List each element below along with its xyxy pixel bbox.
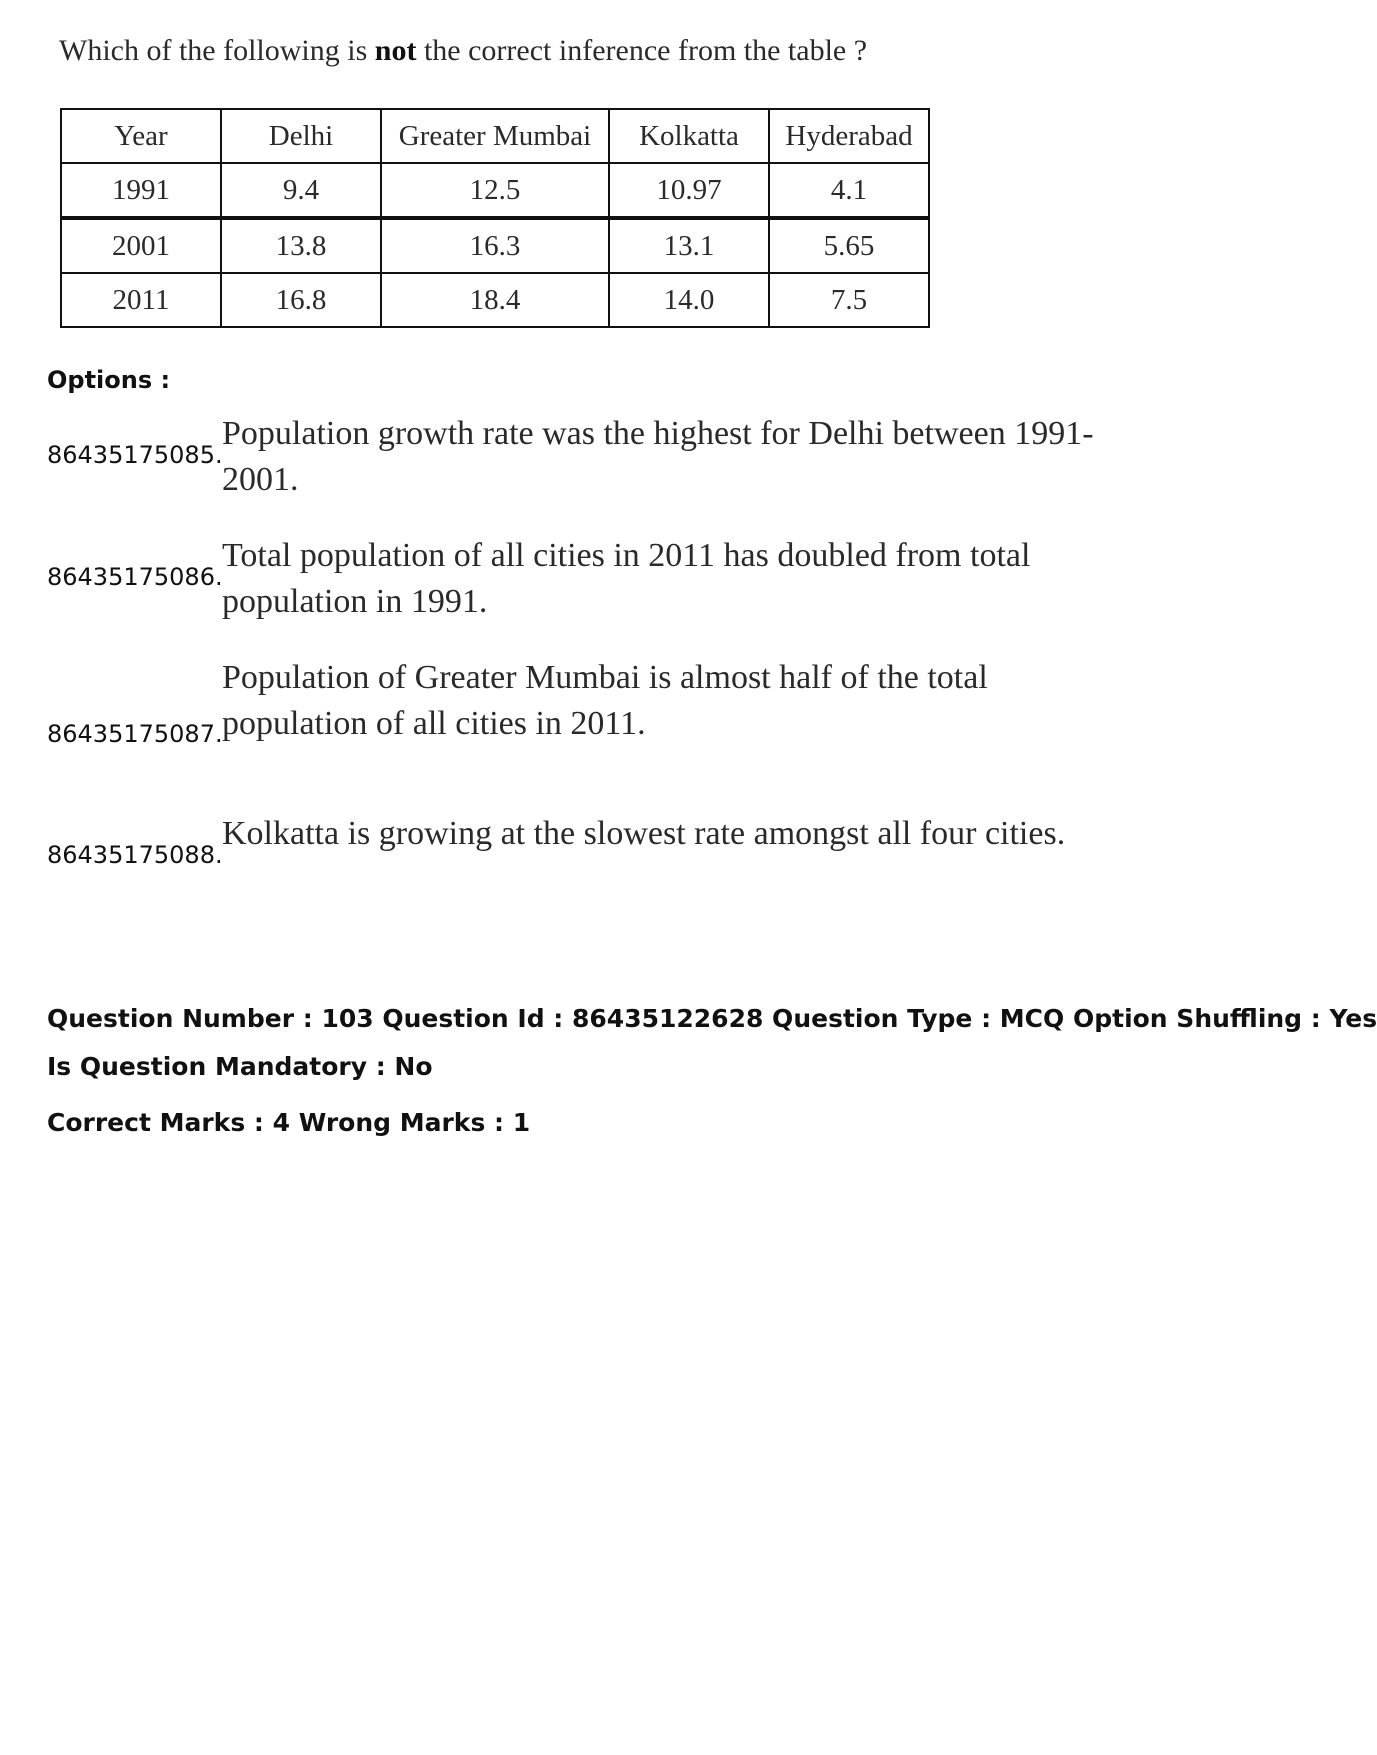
table-cell: 9.4 bbox=[221, 163, 381, 218]
question-meta-line-2: Is Question Mandatory : No bbox=[47, 1052, 433, 1081]
option-text-3: Population of Greater Mumbai is almost half of the total population of all cities in 2011. bbox=[222, 659, 988, 742]
question-text bbox=[59, 34, 867, 68]
table-cell: 7.5 bbox=[769, 273, 929, 327]
question-text-after: the correct inference from the table ? bbox=[416, 34, 868, 67]
table-row bbox=[61, 163, 929, 218]
table-cell: 13.1 bbox=[609, 218, 769, 273]
table-cell: 16.3 bbox=[381, 218, 609, 273]
table-row bbox=[61, 218, 929, 273]
options-label: Options : bbox=[47, 366, 171, 394]
population-table bbox=[60, 108, 930, 328]
option-id-1: 86435175085. bbox=[47, 441, 223, 469]
table-header-row bbox=[61, 109, 929, 163]
header-greater-mumbai: Greater Mumbai bbox=[381, 109, 609, 163]
option-id-4: 86435175088. bbox=[47, 841, 223, 869]
table-cell: 4.1 bbox=[769, 163, 929, 218]
header-kolkatta: Kolkatta bbox=[609, 109, 769, 163]
option-text-1: Population growth rate was the highest for Delhi between 1991-2001. bbox=[222, 415, 1094, 498]
option-id-2: 86435175086. bbox=[47, 563, 223, 591]
table-cell: 16.8 bbox=[221, 273, 381, 327]
table-cell: 14.0 bbox=[609, 273, 769, 327]
header-hyderabad: Hyderabad bbox=[769, 109, 929, 163]
option-text-4: Kolkatta is growing at the slowest rate amongst all four cities. bbox=[222, 815, 1066, 852]
table-cell: 2011 bbox=[61, 273, 221, 327]
table-cell: 5.65 bbox=[769, 218, 929, 273]
option-text-2: Total population of all cities in 2011 has doubled from total population in 1991. bbox=[222, 537, 1031, 620]
table-cell: 10.97 bbox=[609, 163, 769, 218]
option-id-3: 86435175087. bbox=[47, 720, 223, 748]
question-text-before: Which of the following is bbox=[59, 34, 375, 67]
table-cell: 2001 bbox=[61, 218, 221, 273]
header-year: Year bbox=[61, 109, 221, 163]
table-cell: 12.5 bbox=[381, 163, 609, 218]
header-delhi: Delhi bbox=[221, 109, 381, 163]
question-text-emphasis: not bbox=[374, 34, 417, 67]
table-row bbox=[61, 273, 929, 327]
table-cell: 18.4 bbox=[381, 273, 609, 327]
question-meta-line-3: Correct Marks : 4 Wrong Marks : 1 bbox=[47, 1108, 531, 1137]
table-cell: 13.8 bbox=[221, 218, 381, 273]
question-meta-line-1: Question Number : 103 Question Id : 86435122628 Question Type : MCQ Option Shuffling : Yes bbox=[47, 1004, 1377, 1033]
table-cell: 1991 bbox=[61, 163, 221, 218]
